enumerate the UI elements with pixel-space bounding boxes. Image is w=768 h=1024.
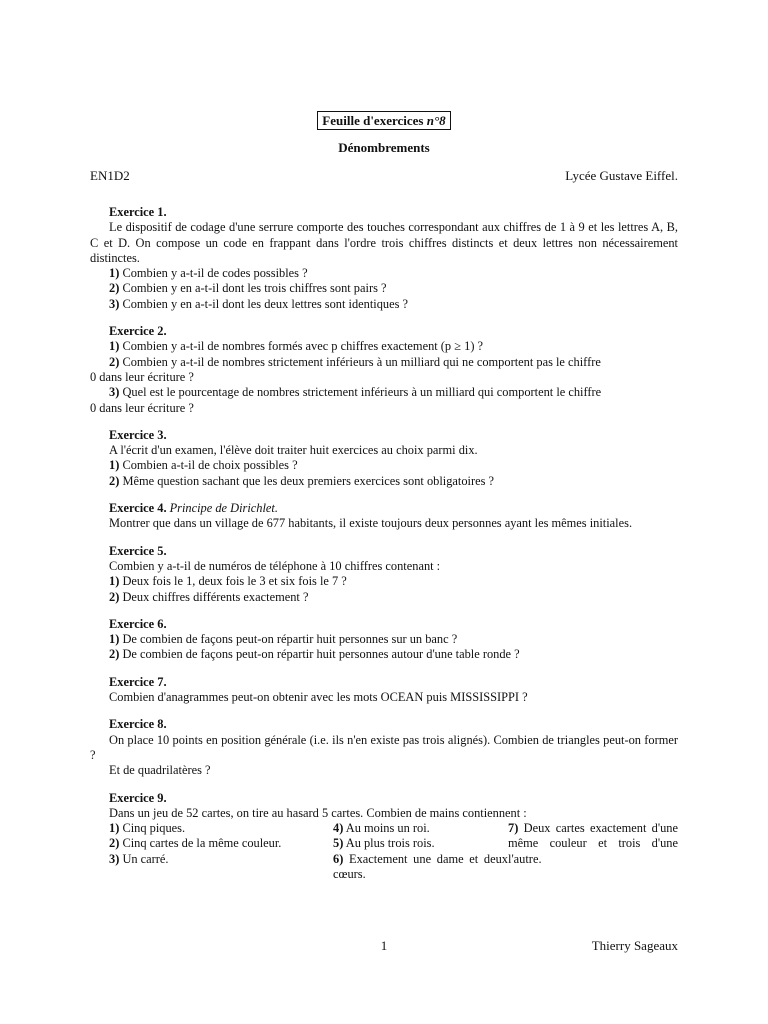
question — [90, 852, 318, 867]
question — [333, 852, 508, 883]
question — [90, 836, 318, 851]
exercise-heading: Exercice 7. — [109, 674, 167, 689]
school-name: Lycée Gustave Eiffel. — [565, 168, 678, 183]
question — [90, 266, 678, 281]
exercise-heading: Exercice 6. — [109, 616, 167, 631]
question-continuation: 0 dans leur écriture ? — [90, 400, 194, 415]
question-number: 5) — [333, 836, 344, 851]
column-1 — [90, 821, 318, 882]
question-number: 2) — [109, 354, 120, 369]
question-text: Deux chiffres différents exactement ? — [122, 589, 309, 604]
exercise-heading: Exercice 1. — [109, 205, 167, 219]
page-number: 1 — [380, 938, 388, 953]
question — [333, 836, 508, 851]
title-number: n°8 — [426, 113, 446, 128]
question — [90, 339, 678, 354]
exercise-4 — [90, 501, 678, 532]
question — [90, 632, 678, 647]
question-text: Cinq piques. — [122, 821, 186, 836]
question-text: Quel est le pourcentage de nombres strictement inférieurs à un milliard qui comportent le chiffre — [122, 385, 602, 400]
exercise-6 — [90, 617, 678, 663]
exercise-7 — [90, 675, 678, 706]
question-text: Même question sachant que les deux premiers exercices sont obligatoires ? — [122, 473, 495, 488]
question-text: Deux cartes exactement d'une même couleur et trois d'une l'autre. — [508, 821, 678, 866]
exercise-heading: Exercice 5. — [109, 543, 167, 558]
question-text: Combien y en a-t-il dont les trois chiffres sont pairs ? — [122, 281, 387, 296]
question — [90, 821, 318, 836]
question-number: 1) — [109, 266, 120, 281]
question — [90, 281, 678, 296]
exercise-8 — [90, 717, 678, 778]
title-box — [317, 111, 450, 130]
question-text: Au moins un roi. — [345, 821, 430, 836]
exercise-2 — [90, 324, 678, 416]
exercise-text: Le dispositif de codage d'une serrure comporte des touches correspondant aux chiffres de 1 à 9 et les lettres A, B, C et D. On compose un code en frappant dans l'ordre trois chiffres distincts et deux lettres non nécessairement distinctes. — [90, 220, 678, 265]
question-number: 6) — [333, 851, 344, 866]
question-number: 2) — [109, 836, 120, 851]
question — [90, 590, 678, 605]
exercise-heading: Exercice 2. — [109, 324, 167, 339]
question-number: 1) — [109, 339, 120, 354]
question-number: 2) — [109, 589, 120, 604]
exercise-text: Et de quadrilatères ? — [109, 763, 211, 778]
question — [90, 574, 678, 589]
exercise-text: Combien d'anagrammes peut-on obtenir avec les mots OCEAN puis MISSISSIPPI ? — [109, 690, 528, 705]
question-text: Un carré. — [122, 851, 169, 866]
author-name: Thierry Sageaux — [591, 938, 678, 953]
exercise-heading: Exercice 8. — [109, 717, 167, 732]
exercise-5 — [90, 544, 678, 605]
question-number: 3) — [109, 851, 120, 866]
question-number: 1) — [109, 632, 120, 647]
question-number: 4) — [333, 821, 344, 836]
question — [90, 297, 678, 312]
title-main: Feuille d'exercices — [322, 113, 424, 128]
question-number: 1) — [109, 821, 120, 836]
question — [90, 385, 678, 400]
question-text: De combien de façons peut-on répartir huit personnes autour d'une table ronde ? — [122, 647, 520, 662]
exercise-heading — [90, 501, 678, 516]
exercise-list — [90, 205, 678, 894]
exercise-3 — [90, 428, 678, 489]
question-number: 7) — [508, 821, 519, 836]
answer-columns — [90, 821, 678, 882]
question-text: Au plus trois rois. — [345, 836, 435, 851]
question — [333, 821, 508, 836]
question-number: 1) — [109, 458, 120, 473]
exercise-heading: Exercice 9. — [109, 790, 167, 805]
question-number: 2) — [109, 647, 120, 662]
question-number: 2) — [109, 281, 120, 296]
column-3 — [508, 821, 678, 882]
question-text: Combien a-t-il de choix possibles ? — [122, 458, 298, 473]
exercise-heading-label: Exercice 4. — [109, 501, 167, 516]
exercise-heading: Exercice 3. — [109, 427, 167, 442]
question — [508, 821, 678, 867]
question-text: Exactement une dame et deux cœurs. — [333, 851, 508, 881]
question-text: Combien y a-t-il de nombres strictement inférieurs à un milliard qui ne comportent pas le chiffre — [122, 354, 601, 369]
exercise-text: Dans un jeu de 52 cartes, on tire au hasard 5 cartes. Combien de mains contiennent : — [109, 805, 527, 820]
class-code: EN1D2 — [90, 168, 130, 183]
question — [90, 647, 678, 662]
exercise-text: On place 10 points en position générale (i.e. ils n'en existe pas trois alignés). Combien de triangles peut-on former ? — [90, 732, 678, 762]
exercise-text: Montrer que dans un village de 677 habitants, il existe toujours deux personnes ayant les mêmes initiales. — [109, 516, 633, 531]
question-continuation: 0 dans leur écriture ? — [90, 369, 194, 384]
question-number: 2) — [109, 473, 120, 488]
exercise-text: A l'écrit d'un examen, l'élève doit traiter huit exercices au choix parmi dix. — [109, 443, 478, 458]
question-text: Combien y a-t-il de codes possibles ? — [122, 266, 308, 281]
question-number: 1) — [109, 574, 120, 589]
question-number: 3) — [109, 296, 120, 311]
question-text: De combien de façons peut-on répartir huit personnes sur un banc ? — [122, 632, 458, 647]
question-text: Deux fois le 1, deux fois le 3 et six fois le 7 ? — [122, 574, 347, 589]
question — [90, 355, 678, 370]
question-number: 3) — [109, 385, 120, 400]
exercise-text: Combien y a-t-il de numéros de téléphone à 10 chiffres contenant : — [109, 558, 441, 573]
question — [90, 458, 678, 473]
exercise-1 — [90, 205, 678, 312]
question-text: Combien y en a-t-il dont les deux lettres sont identiques ? — [122, 296, 409, 311]
question-text: Cinq cartes de la même couleur. — [122, 836, 282, 851]
column-2 — [318, 821, 508, 882]
question — [90, 474, 678, 489]
exercise-9 — [90, 791, 678, 883]
page-subtitle: Dénombrements — [338, 140, 430, 155]
question-text: Combien y a-t-il de nombres formés avec p chiffres exactement (p ≥ 1) ? — [122, 339, 484, 354]
exercise-subtitle: Principe de Dirichlet. — [169, 501, 278, 516]
sheet-title — [0, 111, 768, 130]
